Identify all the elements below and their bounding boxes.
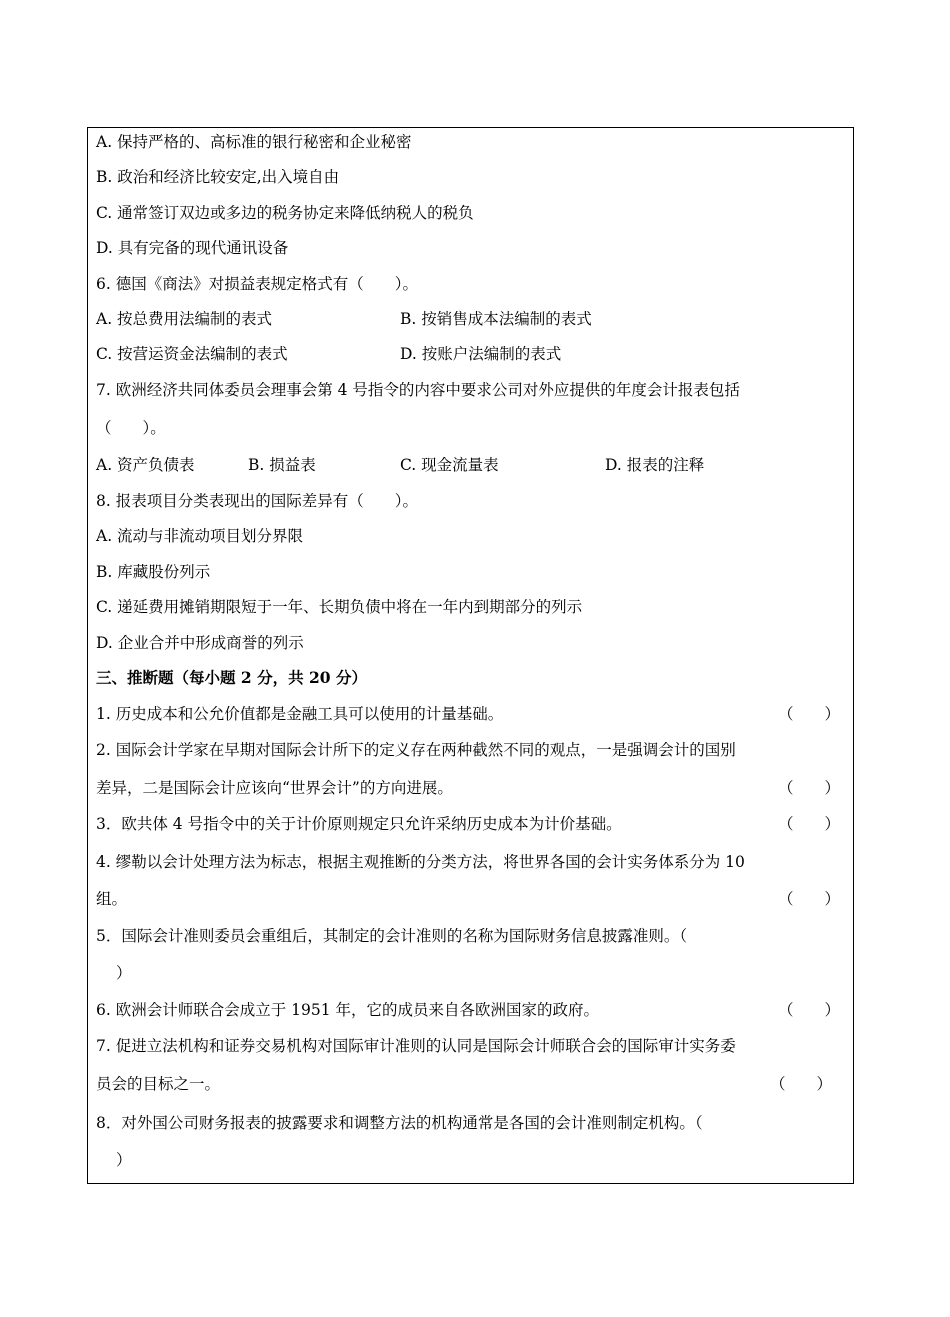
q5-option-a: A. 保持严格的、高标准的银行秘密和企业秘密 [96,133,412,151]
q7-option-c: C. 现金流量表 [400,456,499,474]
tf-2-answer-blank: （ ） [778,779,841,797]
q7-option-a: A. 资产负债表 [96,456,195,474]
tf-6-answer-blank: （ ） [778,1001,841,1019]
tf-7-text-cont: 员会的目标之一。 [96,1075,221,1093]
q8-option-b: B. 库藏股份列示 [96,563,211,581]
q8-text: 8. 报表项目分类表现出的国际差异有（ ）。 [96,492,418,510]
tf-8-text: 8．对外国公司财务报表的披露要求和调整方法的机构通常是各国的会计准则制定机构。（ [96,1114,703,1132]
tf-3-answer-blank: （ ） [778,815,841,833]
q8-option-a: A. 流动与非流动项目划分界限 [96,527,304,545]
q7-text-cont: （ ）。 [96,419,166,437]
tf-1-answer-blank: （ ） [778,705,841,723]
tf-4-answer-blank: （ ） [778,890,841,908]
tf-1-text: 1. 历史成本和公允价值都是金融工具可以使用的计量基础。 [96,705,504,723]
q8-option-d: D. 企业合并中形成商誉的列示 [96,634,304,652]
tf-8-text-cont: ） [116,1151,132,1169]
q6-option-c: C. 按营运资金法编制的表式 [96,345,288,363]
tf-4-text: 4. 缪勒以会计处理方法为标志，根据主观推断的分类方法，将世界各国的会计实务体系分为 10 [96,853,745,871]
q8-option-c: C. 递延费用摊销期限短于一年、长期负债中将在一年内到期部分的列示 [96,598,583,616]
tf-6-text: 6. 欧洲会计师联合会成立于 1951 年，它的成员来自各欧洲国家的政府。 [96,1001,600,1019]
q7-option-d: D. 报表的注释 [605,456,705,474]
q5-option-d: D. 具有完备的现代通讯设备 [96,239,289,257]
tf-5-text: 5．国际会计准则委员会重组后，其制定的会计准则的名称为国际财务信息披露准则。（ [96,927,688,945]
tf-2-text-cont: 差异，二是国际会计应该向“世界会计”的方向进展。 [96,779,453,797]
tf-2-text: 2. 国际会计学家在早期对国际会计所下的定义存在两种截然不同的观点，一是强调会计的国别 [96,741,736,759]
section-heading: 三、推断题（每小题 2 分，共 20 分） [96,668,367,687]
q7-text: 7. 欧洲经济共同体委员会理事会第 4 号指令的内容中要求公司对外应提供的年度会计报表包括 [96,381,740,399]
q5-option-b: B. 政治和经济比较安定,出入境自由 [96,168,340,186]
q6-text: 6. 德国《商法》对损益表规定格式有（ ）。 [96,275,418,293]
q6-option-a: A. 按总费用法编制的表式 [96,310,273,328]
q5-option-c: C. 通常签订双边或多边的税务协定来降低纳税人的税负 [96,204,474,222]
tf-7-text: 7. 促进立法机构和证券交易机构对国际审计准则的认同是国际会计师联合会的国际审计实务委 [96,1037,736,1055]
q6-option-b: B. 按销售成本法编制的表式 [400,310,592,328]
tf-7-answer-blank: （ ） [770,1075,833,1093]
q7-option-b: B. 损益表 [248,456,316,474]
tf-5-text-cont: ） [116,964,132,982]
tf-4-text-cont: 组。 [96,890,128,908]
q6-option-d: D. 按账户法编制的表式 [400,345,562,363]
tf-3-text: 3．欧共体 4 号指令中的关于计价原则规定只允许采纳历史成本为计价基础。 [96,815,622,833]
